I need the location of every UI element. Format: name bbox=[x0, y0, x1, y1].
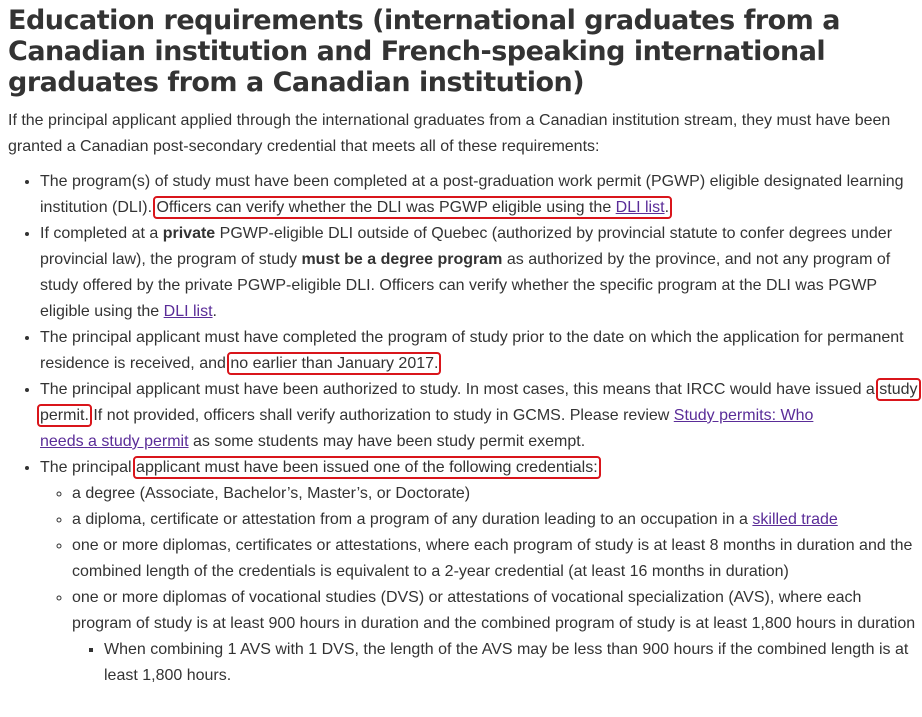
list-item bbox=[40, 221, 922, 325]
highlighted-text: no earlier than January 2017. bbox=[230, 355, 439, 372]
highlight-box bbox=[156, 199, 669, 216]
highlighted-text: Officers can verify whether the DLI was PGWP eligible using the bbox=[156, 199, 616, 216]
item-text: as authorized by the province, and not any program of study offered by the private PGWP-eligible DLI. Officers can verify whether the specific program at the DLI was PGWP eligible using the bbox=[40, 251, 891, 320]
highlighted-text: applicant must have been issued one of the following credentials: bbox=[136, 459, 598, 476]
sub-list-item: ◦ a degree (Associate, Bachelor’s, Master’s, or Doctorate) bbox=[72, 481, 918, 507]
sub-list-item: ◦ one or more diplomas, certificates or attestations, where each program of study is at least 8 months in duration and the combined length of the credentials is equivalent to a 2-year credential (at least 16 months in duration) bbox=[72, 533, 918, 585]
intro-paragraph: If the principal applicant applied through the international graduates from a Canadian institution stream, they must have been granted a Canadian post-secondary credential that meets all of these requirements: bbox=[8, 112, 891, 155]
item-text: The principal bbox=[40, 459, 137, 476]
link-text: needs a study permit bbox=[40, 433, 189, 450]
list-item bbox=[40, 455, 922, 689]
list-item bbox=[40, 169, 922, 221]
bold-text: private bbox=[162, 225, 216, 242]
list-item bbox=[40, 325, 922, 377]
dli-list-link[interactable]: DLI list bbox=[615, 199, 665, 216]
sub-list-item bbox=[72, 507, 918, 533]
nested-list-item: ▪ When combining 1 AVS with 1 DVS, the length of the AVS may be less than 900 hours if the combined length is at least 1,800 hours. bbox=[104, 637, 918, 689]
item-text: The principal applicant must have been authorized to study. In most cases, this means that IRCC would have issued a bbox=[40, 381, 880, 398]
list-item bbox=[40, 377, 922, 455]
highlighted-text-end: . bbox=[664, 199, 670, 216]
requirements-list bbox=[0, 169, 922, 689]
dli-list-link[interactable]: DLI list bbox=[163, 303, 213, 320]
item-text: . bbox=[212, 303, 217, 320]
skilled-trade-link[interactable]: skilled trade bbox=[752, 511, 838, 528]
item-text: one or more diplomas of vocational studies (DVS) or attestations of vocational specialization (AVS), where each program of study is at least 900 hours in duration and the combined program of study is at least 1,800 hours in duration bbox=[72, 589, 916, 632]
item-text: The principal applicant must have completed the program of study prior to the date on which the application for permanent residence is received, and bbox=[40, 329, 904, 372]
nested-list bbox=[72, 637, 918, 689]
sub-list-item bbox=[72, 585, 918, 689]
page-title: Education requirements (international graduates from a Canadian institution and French-speaking international graduates from a Canadian institution) bbox=[8, 5, 840, 98]
item-text: The program(s) of study must have been completed at a post-graduation work permit (PGWP) eligible designated learning institution (DLI). bbox=[40, 173, 904, 216]
bold-text: must be a degree program bbox=[301, 251, 503, 268]
credentials-list bbox=[40, 481, 918, 689]
item-text: as some students may have been study permit exempt. bbox=[188, 433, 586, 450]
item-text: If completed at a bbox=[40, 225, 163, 242]
item-text: If not provided, officers shall verify authorization to study in GCMS. Please review bbox=[88, 407, 674, 424]
highlighted-text: study permit. bbox=[40, 381, 918, 424]
item-text: PGWP-eligible DLI outside of Quebec (authorized by provincial statute to confer degrees under provincial law), the program of study bbox=[40, 225, 893, 268]
item-text: a diploma, certificate or attestation from a program of any duration leading to an occupation in a bbox=[72, 511, 753, 528]
link-text: Study permits: Who bbox=[673, 407, 814, 424]
